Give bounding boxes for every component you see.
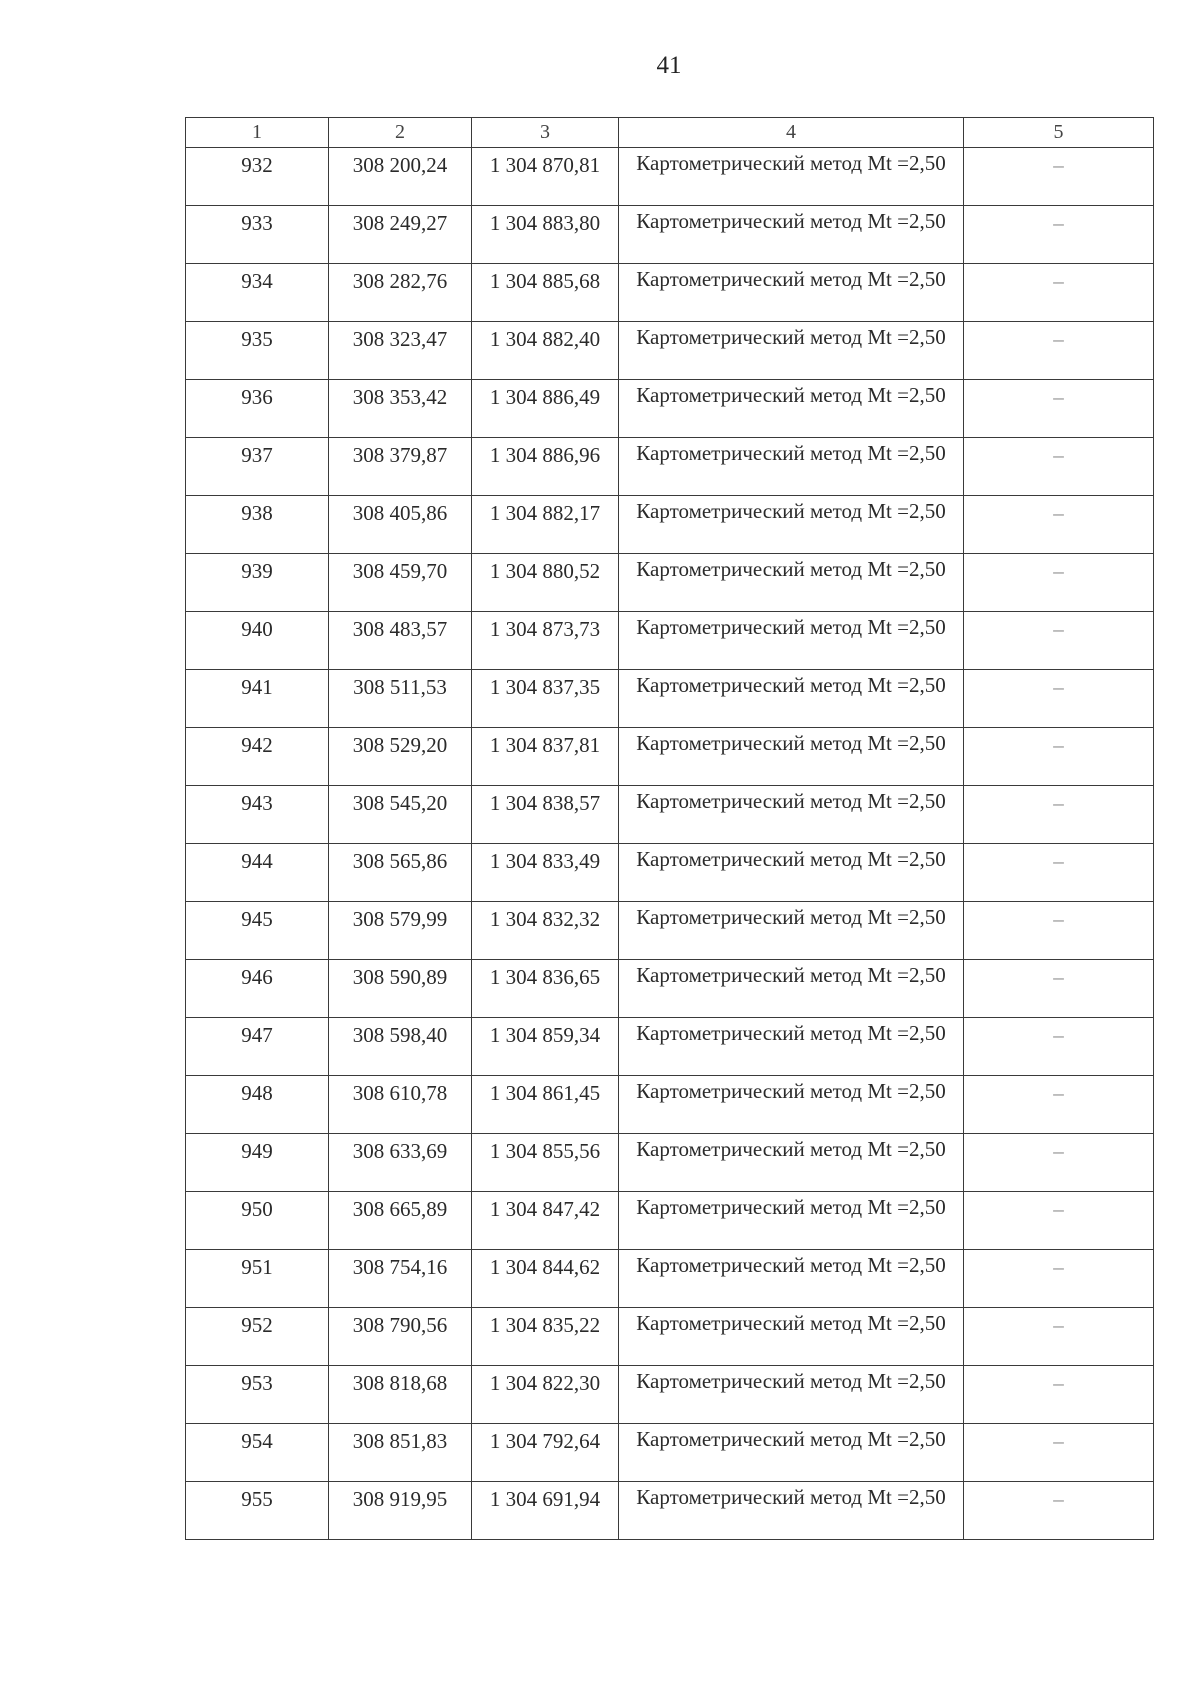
column-header-3: 3 (472, 118, 619, 148)
table-row (186, 844, 1154, 902)
column-header-4: 4 (619, 118, 964, 148)
point-number-cell: 951 (186, 1250, 329, 1308)
table-row (186, 1076, 1154, 1134)
table-row (186, 1308, 1154, 1366)
note-cell: – (964, 1424, 1154, 1482)
point-number-cell: 941 (186, 670, 329, 728)
note-cell: – (964, 960, 1154, 1018)
table-row (186, 1134, 1154, 1192)
note-cell: – (964, 1018, 1154, 1076)
coordinate-y-cell: 1 304 870,81 (472, 148, 619, 206)
note-cell: – (964, 322, 1154, 380)
coordinate-y-cell: 1 304 873,73 (472, 612, 619, 670)
note-cell: – (964, 844, 1154, 902)
coordinate-y-cell: 1 304 691,94 (472, 1482, 619, 1540)
coordinate-y-cell: 1 304 883,80 (472, 206, 619, 264)
coordinate-x-cell: 308 353,42 (329, 380, 472, 438)
point-number-cell: 953 (186, 1366, 329, 1424)
point-number-cell: 945 (186, 902, 329, 960)
table-row (186, 1018, 1154, 1076)
coordinate-y-cell: 1 304 847,42 (472, 1192, 619, 1250)
coordinate-y-cell: 1 304 859,34 (472, 1018, 619, 1076)
coordinate-x-cell: 308 579,99 (329, 902, 472, 960)
method-cell: Картометрический метод Mt =2,50 (619, 1482, 964, 1540)
note-cell: – (964, 148, 1154, 206)
note-cell: – (964, 380, 1154, 438)
method-cell: Картометрический метод Mt =2,50 (619, 1424, 964, 1482)
table-header-row (186, 118, 1154, 148)
note-cell: – (964, 438, 1154, 496)
point-number-cell: 936 (186, 380, 329, 438)
point-number-cell: 932 (186, 148, 329, 206)
note-cell: – (964, 206, 1154, 264)
table-row (186, 670, 1154, 728)
note-cell: – (964, 1134, 1154, 1192)
point-number-cell: 938 (186, 496, 329, 554)
point-number-cell: 950 (186, 1192, 329, 1250)
coordinate-y-cell: 1 304 836,65 (472, 960, 619, 1018)
method-cell: Картометрический метод Mt =2,50 (619, 264, 964, 322)
point-number-cell: 935 (186, 322, 329, 380)
note-cell: – (964, 1308, 1154, 1366)
coordinate-y-cell: 1 304 885,68 (472, 264, 619, 322)
note-cell: – (964, 728, 1154, 786)
coordinate-y-cell: 1 304 882,17 (472, 496, 619, 554)
table-row (186, 1366, 1154, 1424)
method-cell: Картометрический метод Mt =2,50 (619, 554, 964, 612)
table-row (186, 728, 1154, 786)
coordinate-x-cell: 308 405,86 (329, 496, 472, 554)
method-cell: Картометрический метод Mt =2,50 (619, 1192, 964, 1250)
method-cell: Картометрический метод Mt =2,50 (619, 1134, 964, 1192)
method-cell: Картометрический метод Mt =2,50 (619, 728, 964, 786)
coordinate-x-cell: 308 610,78 (329, 1076, 472, 1134)
method-cell: Картометрический метод Mt =2,50 (619, 1076, 964, 1134)
table-row (186, 264, 1154, 322)
point-number-cell: 939 (186, 554, 329, 612)
coordinate-y-cell: 1 304 792,64 (472, 1424, 619, 1482)
table-row (186, 1482, 1154, 1540)
method-cell: Картометрический метод Mt =2,50 (619, 960, 964, 1018)
point-number-cell: 949 (186, 1134, 329, 1192)
method-cell: Картометрический метод Mt =2,50 (619, 670, 964, 728)
coordinate-x-cell: 308 598,40 (329, 1018, 472, 1076)
point-number-cell: 954 (186, 1424, 329, 1482)
method-cell: Картометрический метод Mt =2,50 (619, 612, 964, 670)
coordinate-y-cell: 1 304 882,40 (472, 322, 619, 380)
table-row (186, 380, 1154, 438)
note-cell: – (964, 1482, 1154, 1540)
coordinate-y-cell: 1 304 861,45 (472, 1076, 619, 1134)
table-row (186, 438, 1154, 496)
table-row (186, 786, 1154, 844)
coordinate-y-cell: 1 304 835,22 (472, 1308, 619, 1366)
point-number-cell: 942 (186, 728, 329, 786)
table-row (186, 1250, 1154, 1308)
method-cell: Картометрический метод Mt =2,50 (619, 1308, 964, 1366)
point-number-cell: 947 (186, 1018, 329, 1076)
point-number-cell: 948 (186, 1076, 329, 1134)
coordinate-y-cell: 1 304 855,56 (472, 1134, 619, 1192)
coordinate-y-cell: 1 304 833,49 (472, 844, 619, 902)
coordinate-x-cell: 308 249,27 (329, 206, 472, 264)
table-row (186, 322, 1154, 380)
coordinate-x-cell: 308 851,83 (329, 1424, 472, 1482)
coordinate-x-cell: 308 379,87 (329, 438, 472, 496)
note-cell: – (964, 1250, 1154, 1308)
method-cell: Картометрический метод Mt =2,50 (619, 206, 964, 264)
method-cell: Картометрический метод Mt =2,50 (619, 1250, 964, 1308)
coordinate-x-cell: 308 459,70 (329, 554, 472, 612)
coordinate-y-cell: 1 304 832,32 (472, 902, 619, 960)
coordinate-x-cell: 308 790,56 (329, 1308, 472, 1366)
table-row (186, 206, 1154, 264)
note-cell: – (964, 612, 1154, 670)
coordinate-y-cell: 1 304 880,52 (472, 554, 619, 612)
method-cell: Картометрический метод Mt =2,50 (619, 148, 964, 206)
point-number-cell: 940 (186, 612, 329, 670)
coordinate-x-cell: 308 565,86 (329, 844, 472, 902)
point-number-cell: 944 (186, 844, 329, 902)
table-row (186, 960, 1154, 1018)
coordinate-y-cell: 1 304 837,35 (472, 670, 619, 728)
note-cell: – (964, 1366, 1154, 1424)
coordinate-x-cell: 308 818,68 (329, 1366, 472, 1424)
coordinate-x-cell: 308 529,20 (329, 728, 472, 786)
method-cell: Картометрический метод Mt =2,50 (619, 1366, 964, 1424)
method-cell: Картометрический метод Mt =2,50 (619, 438, 964, 496)
method-cell: Картометрический метод Mt =2,50 (619, 902, 964, 960)
table-row (186, 554, 1154, 612)
point-number-cell: 952 (186, 1308, 329, 1366)
coordinate-x-cell: 308 483,57 (329, 612, 472, 670)
coordinate-x-cell: 308 545,20 (329, 786, 472, 844)
coordinate-x-cell: 308 754,16 (329, 1250, 472, 1308)
coordinate-y-cell: 1 304 837,81 (472, 728, 619, 786)
page-number: 41 (656, 52, 682, 79)
point-number-cell: 943 (186, 786, 329, 844)
method-cell: Картометрический метод Mt =2,50 (619, 380, 964, 438)
coordinate-x-cell: 308 665,89 (329, 1192, 472, 1250)
note-cell: – (964, 786, 1154, 844)
note-cell: – (964, 902, 1154, 960)
method-cell: Картометрический метод Mt =2,50 (619, 844, 964, 902)
coordinate-x-cell: 308 323,47 (329, 322, 472, 380)
method-cell: Картометрический метод Mt =2,50 (619, 786, 964, 844)
method-cell: Картометрический метод Mt =2,50 (619, 496, 964, 554)
table-row (186, 1192, 1154, 1250)
note-cell: – (964, 554, 1154, 612)
method-cell: Картометрический метод Mt =2,50 (619, 322, 964, 380)
note-cell: – (964, 1192, 1154, 1250)
coordinate-x-cell: 308 590,89 (329, 960, 472, 1018)
coordinate-x-cell: 308 919,95 (329, 1482, 472, 1540)
column-header-1: 1 (186, 118, 329, 148)
point-number-cell: 934 (186, 264, 329, 322)
note-cell: – (964, 496, 1154, 554)
method-cell: Картометрический метод Mt =2,50 (619, 1018, 964, 1076)
column-header-5: 5 (964, 118, 1154, 148)
point-number-cell: 946 (186, 960, 329, 1018)
column-header-2: 2 (329, 118, 472, 148)
point-number-cell: 937 (186, 438, 329, 496)
table-row (186, 612, 1154, 670)
coordinates-table (185, 117, 1154, 1540)
coordinate-y-cell: 1 304 844,62 (472, 1250, 619, 1308)
point-number-cell: 955 (186, 1482, 329, 1540)
coordinate-x-cell: 308 633,69 (329, 1134, 472, 1192)
table-row (186, 902, 1154, 960)
coordinate-y-cell: 1 304 822,30 (472, 1366, 619, 1424)
table-row (186, 496, 1154, 554)
coordinate-x-cell: 308 282,76 (329, 264, 472, 322)
coordinate-x-cell: 308 511,53 (329, 670, 472, 728)
coordinate-y-cell: 1 304 838,57 (472, 786, 619, 844)
table-row (186, 1424, 1154, 1482)
coordinate-y-cell: 1 304 886,49 (472, 380, 619, 438)
coordinate-y-cell: 1 304 886,96 (472, 438, 619, 496)
note-cell: – (964, 264, 1154, 322)
note-cell: – (964, 670, 1154, 728)
note-cell: – (964, 1076, 1154, 1134)
table-row (186, 148, 1154, 206)
coordinate-x-cell: 308 200,24 (329, 148, 472, 206)
point-number-cell: 933 (186, 206, 329, 264)
